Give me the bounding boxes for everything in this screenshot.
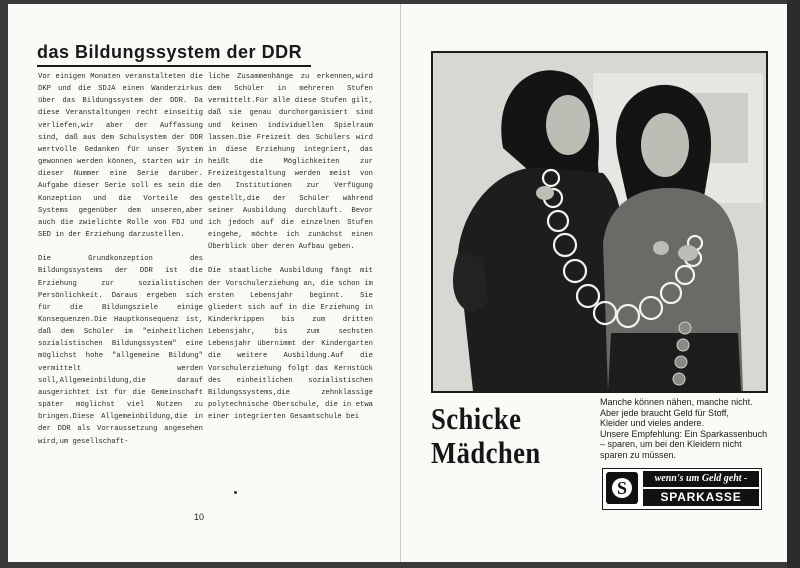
- headline-line-2: Mädchen: [431, 435, 541, 470]
- right-page-advertisement: [401, 4, 787, 562]
- right-woman-hand-2: [653, 241, 669, 255]
- paragraph: Vor einigen Monaten veranstalteten die DKP und die SDJA einen Wanderzirkus über das Bildungssystem der DDR. Da diese Veranstaltungen recht einseitig verliefen,wir aber der Auffassung sind, daß aus dem Schulsystem der DDR wertvolle Gedanken für unser System gewonnen werden können, starten wir in dieser Nummer eine Serie darüber. Aufgabe dieser Serie soll es sein die Konzeption und die Vorteile des Systems gegenüber dem unseren,aber auch die zwielichte Rolle von FDJ und SED in der Erziehung darzustellen.: [38, 73, 203, 240]
- ad-text-line: Unsere Empfehlung: Ein Sparkassenbuch: [600, 428, 768, 439]
- right-woman-face: [641, 113, 689, 177]
- ad-text-line: – sparen, um bei den Kleidern nicht: [600, 439, 742, 450]
- sparkasse-logo-box: [602, 468, 762, 510]
- scan-edge: [787, 0, 800, 568]
- text-column-2: [208, 71, 373, 435]
- sparkasse-s-icon: [606, 472, 638, 504]
- text-column-1: [38, 71, 203, 460]
- ad-text-line: Manche können nähen, manche nicht.: [600, 397, 753, 407]
- two-women-photo-illustration: [433, 53, 766, 391]
- ad-text-line: Kleider und vieles andere.: [600, 418, 705, 429]
- article-title: das Bildungssystem der DDR: [37, 42, 303, 62]
- ad-text-line: Aber jede braucht Geld für Stoff,: [600, 407, 729, 418]
- left-page: [8, 4, 401, 562]
- sparkasse-symbol: S: [616, 478, 627, 498]
- paragraph: Die Grundkonzeption des Bildungssystems der DDR ist die Erziehung zur sozialistischen Persönlichkeit. Daraus ergeben sich für die Bildungsziele einige Konsequenzen.Die Hauptkonsequenz ist, daß dem Schüler im "einheitlichen sozialistischen Bildungssystem" eine möglichst hohe "allgemeine Bildung" vermittelt werden soll,Allgemeinbildung,die darauf ausgerichtet ist für die Gemeinschaft später möglichst viel Nutzen zu bringen.Diese Allgemeinbildung,die in der DDR als Vorraussetzung angesehen wird,um gesellschaft-: [38, 255, 203, 446]
- ad-body-text: [600, 397, 770, 461]
- sparkasse-brand: SPARKASSE: [643, 489, 759, 506]
- ad-headline: [431, 402, 541, 470]
- right-woman-hand: [678, 245, 698, 261]
- page-number: 10: [194, 512, 205, 522]
- headline-line-1: Schicke: [431, 401, 522, 436]
- paragraph: Die staatliche Ausbildung fängt mit der Vorschulerziehung an, die schon im ersten Lebensjahr beginnt. Sie gliedert sich auf in die Erziehung in Kinderkrippen bis zum dritten Lebensjahr, bis zum sechsten Lebensjahr übernimmt der Kindergarten die weitere Ausbildung.Auf die Vorschulerziehung folgt das Kernstück des einheitlichen sozialistischen Bildungssystems,die zehnklassige polytechnische Oberschule, die in etwa einer integrierten Gesamtschule bei: [208, 267, 373, 422]
- sparkasse-slogan: wenn's um Geld geht -: [643, 471, 759, 487]
- paragraph: liche Zusammenhänge zu erkennen,wird dem Schüler in mehreren Stufen vermittelt.Für alle diese Stufen gilt, daß sie genau durchorganisiert sind und keinen individuellen Spielraum lassen.Die Freizeit des Schülers wird in diese Erziehung integriert, das heißt die Möglichkeiten zur Freizeitgestaltung werden meist von den Institutionen zur Verfügung gestellt,die der Schüler während seiner Ausbildung durchläuft. Bevor ich jedoch auf die einzelnen Stufen eingehe, möchte ich zunächst einen Überblick über deren Aufbau geben.: [208, 73, 373, 252]
- left-woman-face: [546, 95, 590, 155]
- title-underline: [37, 65, 311, 67]
- ad-text-line: sparen zu müssen.: [600, 449, 677, 460]
- advertisement-photo: [431, 51, 768, 393]
- ink-dot: [234, 491, 237, 494]
- left-woman-hand: [536, 186, 554, 200]
